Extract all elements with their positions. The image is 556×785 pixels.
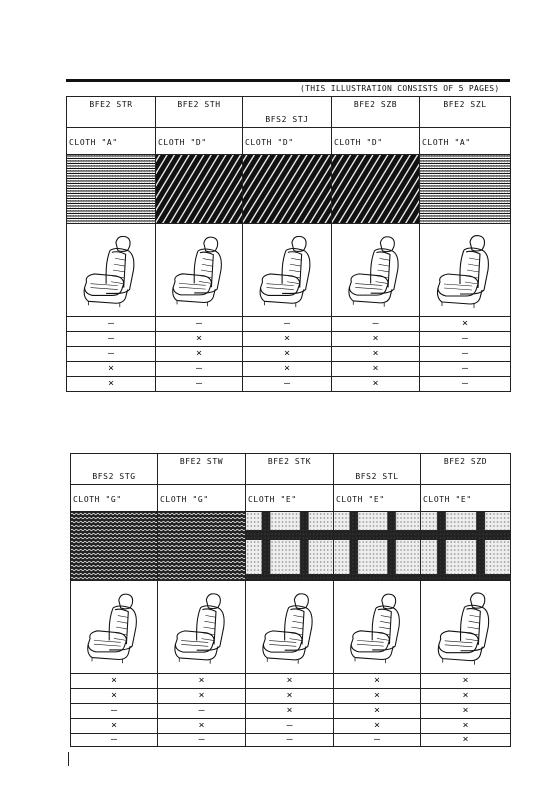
seat-illustration bbox=[246, 581, 334, 674]
model-code: BFE2 STK bbox=[267, 457, 312, 466]
availability-mark: × bbox=[67, 362, 156, 377]
availability-mark: × bbox=[243, 362, 332, 377]
seat-illustration bbox=[156, 224, 243, 317]
fabric-swatch bbox=[334, 512, 421, 581]
seat-illustration bbox=[67, 224, 156, 317]
seat-illustration bbox=[334, 581, 421, 674]
cloth-label-cell bbox=[71, 485, 158, 512]
cloth-label-cell bbox=[334, 485, 421, 512]
page-note: (THIS ILLUSTRATION CONSISTS OF 5 PAGES) bbox=[300, 84, 500, 93]
model-code-header bbox=[71, 454, 158, 485]
fabric-swatch bbox=[246, 512, 334, 581]
availability-mark: × bbox=[332, 347, 420, 362]
seat-icon bbox=[158, 581, 245, 673]
cloth-label-cell bbox=[332, 128, 420, 155]
availability-mark: × bbox=[71, 719, 158, 734]
cloth-label: CLOTH "G" bbox=[73, 495, 122, 504]
cloth-label: CLOTH "G" bbox=[160, 495, 209, 504]
fabric-pattern bbox=[420, 155, 510, 223]
availability-mark: × bbox=[71, 689, 158, 704]
availability-mark: – bbox=[67, 317, 156, 332]
availability-row bbox=[71, 674, 511, 689]
availability-mark: × bbox=[421, 674, 511, 689]
availability-mark: – bbox=[67, 332, 156, 347]
availability-row bbox=[71, 704, 511, 719]
fabric-pattern bbox=[243, 155, 331, 223]
model-code: BFE2 SZL bbox=[443, 100, 487, 109]
cloth-label: CLOTH "A" bbox=[69, 138, 118, 147]
availability-mark: – bbox=[334, 734, 421, 747]
availability-mark: × bbox=[246, 689, 334, 704]
availability-mark: – bbox=[420, 347, 511, 362]
availability-mark: × bbox=[332, 362, 420, 377]
cloth-label: CLOTH "D" bbox=[334, 138, 383, 147]
fabric-pattern bbox=[246, 512, 333, 580]
availability-mark: – bbox=[156, 377, 243, 392]
availability-mark: – bbox=[420, 377, 511, 392]
model-code: BFE2 STH bbox=[177, 100, 221, 109]
trim-table-1 bbox=[66, 96, 511, 392]
cloth-label: CLOTH "A" bbox=[422, 138, 471, 147]
availability-mark: – bbox=[67, 347, 156, 362]
seat-icon bbox=[67, 224, 155, 316]
model-code: BFE2 STW bbox=[179, 457, 224, 466]
availability-mark: × bbox=[420, 317, 511, 332]
availability-mark: × bbox=[421, 704, 511, 719]
availability-mark: × bbox=[158, 689, 246, 704]
model-code-header bbox=[334, 454, 421, 485]
cloth-label: CLOTH "D" bbox=[245, 138, 294, 147]
availability-mark: × bbox=[243, 347, 332, 362]
availability-mark: × bbox=[67, 377, 156, 392]
model-code-header bbox=[156, 97, 243, 128]
cloth-label-cell bbox=[67, 128, 156, 155]
model-code-header bbox=[67, 97, 156, 128]
fabric-swatch bbox=[420, 155, 511, 224]
availability-mark: × bbox=[421, 689, 511, 704]
model-code: BFS2 STL bbox=[355, 472, 399, 481]
availability-mark: × bbox=[246, 704, 334, 719]
availability-row bbox=[71, 719, 511, 734]
trim-table-2 bbox=[70, 453, 511, 747]
availability-row bbox=[67, 332, 511, 347]
margin-line bbox=[68, 752, 69, 766]
availability-mark: – bbox=[71, 734, 158, 747]
model-code-header bbox=[246, 454, 334, 485]
cloth-label: CLOTH "E" bbox=[423, 495, 472, 504]
seat-icon bbox=[420, 224, 510, 316]
model-code: BFE2 SZD bbox=[443, 457, 488, 466]
fabric-pattern bbox=[332, 155, 419, 223]
model-code-header bbox=[332, 97, 420, 128]
availability-mark: × bbox=[243, 332, 332, 347]
fabric-pattern bbox=[158, 512, 245, 580]
seat-icon bbox=[246, 581, 333, 673]
seat-illustration bbox=[158, 581, 246, 674]
availability-mark: – bbox=[158, 734, 246, 747]
seat-illustration bbox=[71, 581, 158, 674]
cloth-label: CLOTH "D" bbox=[158, 138, 207, 147]
seat-illustration bbox=[421, 581, 511, 674]
availability-mark: – bbox=[332, 317, 420, 332]
availability-mark: – bbox=[420, 362, 511, 377]
availability-row bbox=[67, 347, 511, 362]
availability-mark: × bbox=[334, 719, 421, 734]
cloth-label-cell bbox=[246, 485, 334, 512]
seat-illustration bbox=[243, 224, 332, 317]
model-code: BFE2 SZB bbox=[353, 100, 398, 109]
availability-row bbox=[67, 362, 511, 377]
cloth-label-cell bbox=[243, 128, 332, 155]
availability-mark: × bbox=[156, 332, 243, 347]
fabric-pattern bbox=[67, 155, 155, 223]
seat-icon bbox=[334, 581, 420, 673]
availability-mark: – bbox=[156, 362, 243, 377]
availability-mark: – bbox=[156, 317, 243, 332]
availability-row bbox=[67, 317, 511, 332]
seat-icon bbox=[332, 224, 419, 316]
availability-mark: × bbox=[71, 674, 158, 689]
availability-mark: × bbox=[332, 377, 420, 392]
seat-icon bbox=[243, 224, 331, 316]
seat-icon bbox=[71, 581, 157, 673]
availability-mark: × bbox=[156, 347, 243, 362]
fabric-swatch bbox=[71, 512, 158, 581]
fabric-swatch bbox=[158, 512, 246, 581]
model-code: BFS2 STJ bbox=[265, 115, 309, 124]
availability-mark: × bbox=[334, 674, 421, 689]
availability-mark: – bbox=[420, 332, 511, 347]
model-code-header bbox=[420, 97, 511, 128]
seat-icon bbox=[156, 224, 242, 316]
fabric-pattern bbox=[71, 512, 157, 580]
model-code: BFE2 STR bbox=[89, 100, 133, 109]
availability-mark: – bbox=[243, 377, 332, 392]
availability-row bbox=[71, 734, 511, 747]
model-code-header bbox=[243, 97, 332, 128]
cloth-label: CLOTH "E" bbox=[248, 495, 297, 504]
cloth-label-cell bbox=[158, 485, 246, 512]
availability-mark: – bbox=[246, 719, 334, 734]
availability-mark: × bbox=[421, 734, 511, 747]
availability-row bbox=[71, 689, 511, 704]
fabric-swatch bbox=[421, 512, 511, 581]
seat-illustration bbox=[420, 224, 511, 317]
availability-mark: – bbox=[71, 704, 158, 719]
availability-mark: – bbox=[243, 317, 332, 332]
availability-mark: × bbox=[334, 689, 421, 704]
fabric-pattern bbox=[421, 512, 510, 580]
availability-mark: × bbox=[158, 719, 246, 734]
availability-mark: × bbox=[334, 704, 421, 719]
fabric-swatch bbox=[156, 155, 243, 224]
seat-illustration bbox=[332, 224, 420, 317]
top-rule bbox=[66, 79, 510, 82]
fabric-pattern bbox=[334, 512, 420, 580]
availability-mark: × bbox=[332, 332, 420, 347]
availability-mark: – bbox=[246, 734, 334, 747]
cloth-label-cell bbox=[421, 485, 511, 512]
fabric-swatch bbox=[332, 155, 420, 224]
availability-mark: – bbox=[158, 704, 246, 719]
availability-row bbox=[67, 377, 511, 392]
fabric-swatch bbox=[243, 155, 332, 224]
availability-mark: × bbox=[158, 674, 246, 689]
model-code: BFS2 STG bbox=[92, 472, 136, 481]
model-code-header bbox=[421, 454, 511, 485]
seat-icon bbox=[421, 581, 510, 673]
fabric-pattern bbox=[156, 155, 242, 223]
cloth-label: CLOTH "E" bbox=[336, 495, 385, 504]
cloth-label-cell bbox=[420, 128, 511, 155]
availability-mark: × bbox=[246, 674, 334, 689]
cloth-label-cell bbox=[156, 128, 243, 155]
availability-mark: × bbox=[421, 719, 511, 734]
fabric-swatch bbox=[67, 155, 156, 224]
model-code-header bbox=[158, 454, 246, 485]
